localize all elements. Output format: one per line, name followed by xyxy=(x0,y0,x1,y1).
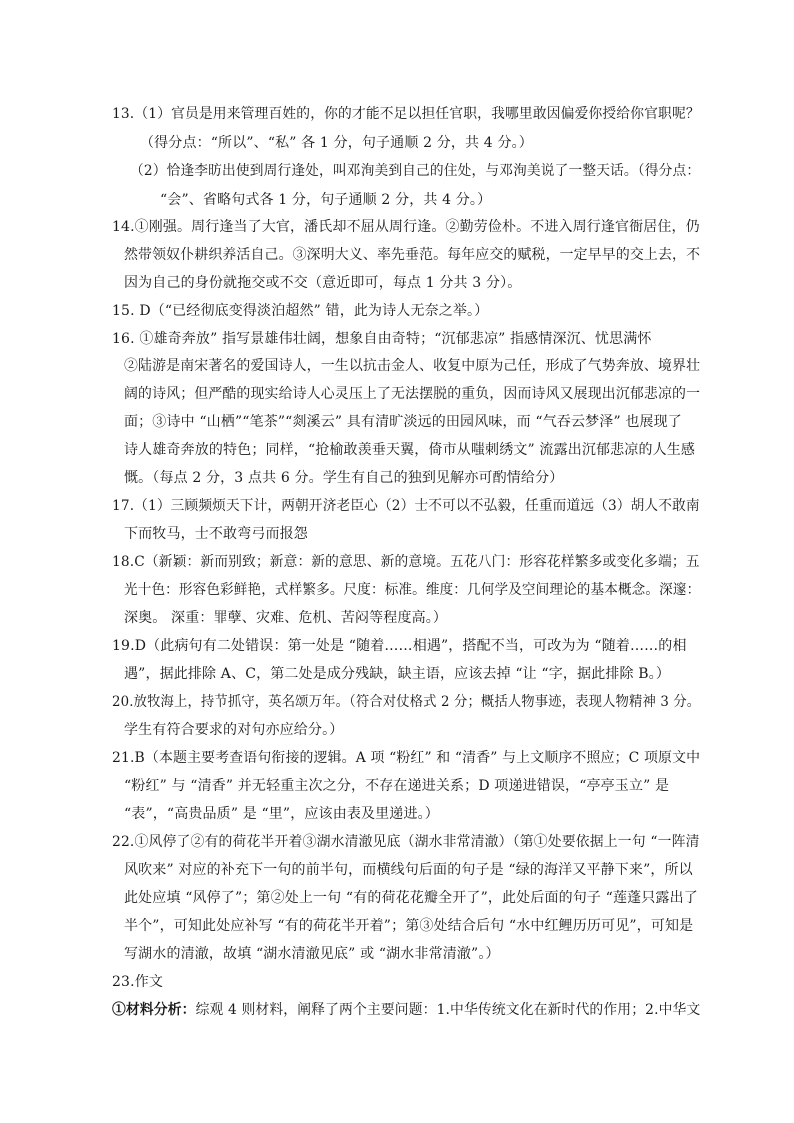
answer-13-line-1: 13.（1）官员是用来管理百姓的，你的才能不足以担任官职，我哪里敢因偏爱你授给你官职呢？ xyxy=(112,106,700,122)
answer-17-line-2: 下而牧马，士不敢弯弓而报怨 xyxy=(124,526,308,542)
answer-16-line-1: 16. ①雄奇奔放” 指写景雄伟壮阔，想象自由奇特；“沉郁悲凉” 指感情深沉、忧思满怀 xyxy=(112,331,652,347)
answer-18-line-3: 深奥。 深重：罪孽、灾难、危机、苦闷等程度高。） xyxy=(124,610,448,626)
material-analysis-label: ①材料分析： xyxy=(112,1002,196,1018)
material-analysis-text: 综观 4 则材料，阐释了两个主要问题：1.中华传统文化在新时代的作用；2.中华文 xyxy=(195,1002,701,1018)
answer-18-line-2: 光十色：形容色彩鲜艳，式样繁多。尺度：标准。维度：几何学及空间理论的基本概念。深邃： xyxy=(124,582,701,598)
answer-16-line-5: 诗人雄奇奔放的特色；同样，“抢榆敢羡垂天翼，倚市从嗤刺绣文” 流露出沉郁悲凉的人生感 xyxy=(124,442,696,458)
answer-21-line-3: “表”，“高贵品质” 是 “里”，应该由表及里递进。） xyxy=(124,806,439,822)
answer-16-line-2: ②陆游是南宋著名的爱国诗人，一生以抗击金人、收复中原为己任，形成了气势奔放、境界壮 xyxy=(124,358,701,374)
answer-21-line-1: 21.B（本题主要考查语句衔接的逻辑。A 项 “粉红” 和 “清香” 与上文顺序不照应；C 项原文中 xyxy=(112,750,701,766)
answer-20-line-2: 学生有符合要求的对句亦应给分。） xyxy=(124,722,344,738)
answer-16-line-4: 面；③诗中 “山栖”“笔茶”“剡溪云” 具有清旷淡远的田园风味，而 “气吞云梦泽” 也展现了 xyxy=(124,414,682,430)
answer-22-line-2: 风吹来” 对应的补充下一句的前半句，而横线句后面的句子是 “绿的海洋又平静下来”，所以 xyxy=(124,862,693,878)
answer-13-line-2: （得分点：“所以”、“私” 各 1 分，句子通顺 2 分，共 4 分。） xyxy=(140,135,533,151)
answer-14-line-2: 然带领奴仆耕织养活自己。③深明大义、率先垂范。每年应交的赋税，一定早早的交上去，不 xyxy=(124,247,701,263)
answer-22-line-4: 半个”，可知此处应补写 “有的荷花半开着”；第③处结合后句 “水中红鲤历历可见”，可知是 xyxy=(124,918,694,934)
answer-18-line-1: 18.C（新颖：新而别致；新意：新的意思、新的意境。五花八门：形容花样繁多或变化多端；五 xyxy=(112,554,700,570)
answer-22-line-5: 写湖水的清澈，故填 “湖水清澈见底” 或 “湖水非常清澈”。） xyxy=(124,946,500,962)
answer-22-line-1: 22.①风停了②有的荷花半开着③湖水清澈见底（湖水非常清澈）（第①处要依据上一句 “一阵清 xyxy=(112,834,700,850)
answer-23-material-analysis xyxy=(112,1000,700,1020)
answer-17-line-1: 17.（1）三顾频烦天下计，两朝开济老臣心（2）士不可以不弘毅，任重而道远（3）胡人不敢南 xyxy=(112,498,700,514)
answer-22-line-3: 此处应填 “风停了”；第②处上一句 “有的荷花花瓣全开了”，此处后面的句子 “莲蓬只露出了 xyxy=(124,890,698,906)
answer-19-line-2: 遇”，据此排除 A、C，第二处是成分残缺，缺主语，应该去掉 “让 “字，据此排除 B。） xyxy=(124,666,670,682)
answer-13-line-3: （2）恰逢李昉出使到周行逢处，叫邓洵美到自己的住处，与邓洵美说了一整天话。（得分点： xyxy=(130,163,701,179)
answer-14-line-1: 14.①刚强。周行逢当了大官，潘氏却不屈从周行逢。②勤劳俭朴。不进入周行逢官衙居住，仍 xyxy=(112,219,700,235)
answer-23-heading: 23.作文 xyxy=(112,974,164,990)
answer-16-line-3: 阔的诗风；但严酷的现实给诗人心灵压上了无法摆脱的重负，因而诗风又展现出沉郁悲凉的一 xyxy=(124,386,701,402)
answer-16-line-6: 慨。（每点 2 分，3 点共 6 分。学生有自己的独到见解亦可酌情给分） xyxy=(124,470,564,486)
answer-19-line-1: 19.D（此病句有二处错误：第一处是 “随着……相遇”，搭配不当，可改为为 “随着……的相 xyxy=(112,638,687,654)
answer-21-line-2: “粉红” 与 “清香” 并无轻重主次之分，不存在递进关系；D 项递进错误，“亭亭玉立” 是 xyxy=(124,778,670,794)
answer-20-line-1: 20.放牧海上，持节抓守，英名颂万年。（符合对仗格式 2 分；概括人物事迹，表现人物精神 3 分。 xyxy=(112,694,701,710)
answer-15-line: 15. D（“已经彻底变得淡泊超然” 错，此为诗人无奈之举。） xyxy=(112,303,489,319)
answer-14-line-3: 因为自己的身份就拖交或不交（意近即可，每点 1 分共 3 分）。 xyxy=(124,275,522,291)
answer-13-line-4: “会”、省略句式各 1 分，句子通顺 2 分，共 4 分。） xyxy=(160,192,492,208)
